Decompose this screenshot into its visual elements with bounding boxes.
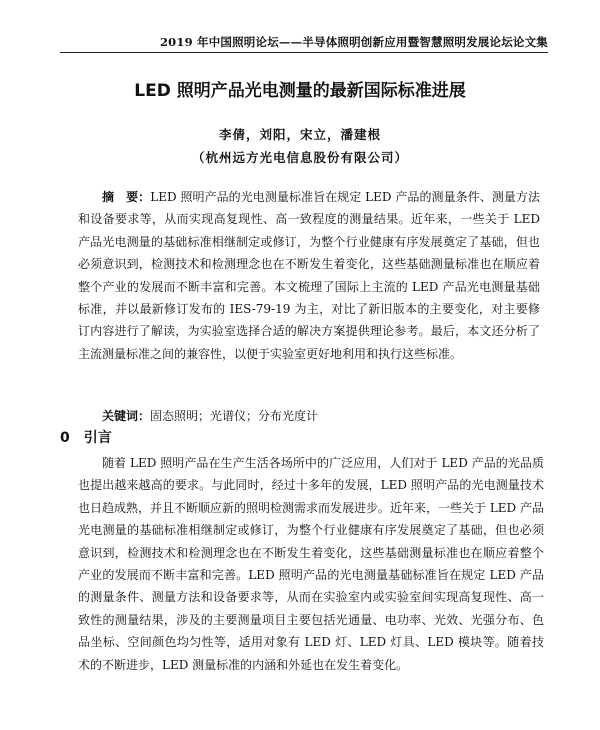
keywords-line	[102, 407, 540, 424]
paper-authors: 李倩，刘阳，宋立，潘建根	[218, 127, 381, 142]
abstract-paragraph	[78, 186, 540, 365]
running-header	[60, 34, 548, 53]
abstract-label: 摘 要：	[102, 190, 151, 204]
paper-affiliation: （杭州远方光电信息股份有限公司）	[191, 150, 408, 165]
section-number: 0	[60, 430, 70, 446]
keywords-text: 固态照明；光谱仪；分布光度计	[150, 409, 319, 423]
intro-paragraph: 随着 LED 照明产品在生产生活各场所中的广泛应用，人们对于 LED 产品的光品质也提出越来越高的要求。与此同时，经过十多年的发展，LED 照明产品的光电测量技术也日趋成熟，并且不断顺应新的照明检测需求而发展进步。近年来，一些关于 LED 产品光电测量的基础标准相继制定或修订，为整个行业健康有序发展奠定了基础，但也必须意识到，检测技术和检测理念也在不断发生着变化，这些基础测量标准也在顺应着整个产业的发展而不断丰富和完善。LED 照明产品的光电测量基础标准旨在规定 LED 产品的测量条件、测量方法和设备要求等，从而在实验室内或实验室间实现高复现性、高一致性的测量结果，涉及的主要测量项目主要包括光通量、电功率、光效、光强分布、色品坐标、空间颜色均匀性等，适用对象有 LED 灯、LED 灯具、LED 模块等。随着技术的不断进步，LED 测量标准的内涵和外延也在发生着变化。	[78, 456, 544, 672]
abstract-text: LED 照明产品的光电测量标准旨在规定 LED 产品的测量条件、测量方法和设备要求等，从而实现高复现性、高一致程度的测量结果。近年来，一些关于 LED 产品光电测量的基础标准相继制定或修订，为整个行业健康有序发展奠定了基础，但也必须意识到，检测技术和检测理念也在不断发生着变化，这些基础测量标准也在顺应着整个产业的发展而不断丰富和完善。本文梳理了国际上主流的 LED 产品光电测量基础标准，并以最新修订发布的 IES-79-19 为主，对比了新旧版本的主要变化，对主要修订内容进行了解读，为实验室选择合适的解决方案提供理论参考。最后，本文还分析了主流测量标准之间的兼容性，以便于实验室更好地利用和执行这些标准。	[78, 190, 540, 361]
section-heading	[60, 427, 112, 447]
running-header-title: 2019 年中国照明论坛——半导体照明创新应用暨智慧照明发展论坛论文集	[159, 35, 548, 49]
section-title: 引言	[83, 430, 112, 446]
paper-title: LED 照明产品光电测量的最新国际标准进展	[134, 81, 466, 101]
keywords-label: 关键词：	[102, 409, 151, 423]
